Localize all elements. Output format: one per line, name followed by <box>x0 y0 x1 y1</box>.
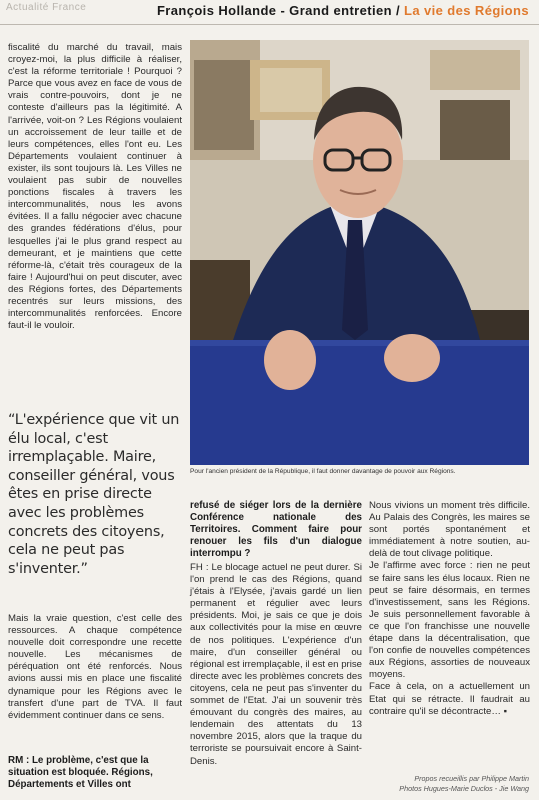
column-1-top <box>8 42 182 332</box>
portrait-photo <box>190 40 529 465</box>
body-text: fiscalité du marché du travail, mais croyez-moi, la plus difficile à réaliser, c'est la réforme territoriale ! Pourquoi ? Parce que vous avez en face de vous de vrais contre-pouvoirs, dont je ne conteste d'ailleurs pas la légitimité. A l'arrivée, voit-on ? Les Régions voulaient un accroissement de leur taille et de leurs compétences, elles l'ont eu. Les Départements voulaient continuer à exister, ils sont toujours là. Les Villes ne voulaient pas subir de nouvelles ponctions fiscales à travers les intercommunalités, nous les avons évitées. Il a fallu négocier avec chacune des grandes fédérations d'élus, pour lesquelles j'ai le plus grand respect au demeurant, et je maintiens que cette réforme-là, c'était très courageux de la faire ! Aujourd'hui on peut discuter, avec des Régions fortes, des Départements recentrés sur leurs missions, des intercommunalités renforcées. Encore faut-il le vouloir. <box>8 42 182 332</box>
page-header <box>0 0 539 24</box>
body-text: Je l'affirme avec force : rien ne peut se faire sans les élus locaux. Rien ne peut se faire désormais, en termes d'investissement, sans les Régions. Je suis personnellement favorable à ce que l'on franchisse une nouvelle étape dans la décentralisation, que l'on confie de nouvelles compétences aux Régions, assorties de nouveaux moyens. <box>369 560 530 681</box>
pull-quote: “L'expérience que vit un élu local, c'est irremplaçable. Maire, conseiller général, vous êtes en prise directe avec les problèmes concrets des citoyens, cela ne peut pas s'inventer.” <box>8 412 180 577</box>
interview-question-continued: refusé de siéger lors de la dernière Conférence nationale des Territoires. Comment faire pour renouer les fils d'un dialogue interrompu ? <box>190 500 362 559</box>
running-head <box>157 3 529 18</box>
column-3 <box>369 500 530 718</box>
answer-text: FH : Le blocage actuel ne peut durer. Si l'on prend le cas des Régions, quand j'étais à l'Elysée, j'avais gardé un lien permanent et régulier avec leurs présidents. Moi, je sais ce que je dois aux collectivités pour la mise en œuvre de nos politiques. L'expérience d'un maire, d'un conseiller général ou régional est irremplaçable, il est en prise directe avec les problèmes concrets des citoyens, cela ne peut pas s'inventer du sommet de l'Etat. J'ai un souvenir très émouvant du congrès des maires, au lendemain des attentats du 13 novembre 2015, alors que la traque du terroriste se poursuivait encore à Saint-Denis. <box>190 562 362 767</box>
running-head-section: La vie des Régions <box>404 3 529 18</box>
credit-photos: Photos Hugues-Marie Duclos - Jie Wang <box>399 784 529 793</box>
photo-caption: Pour l'ancien président de la République, il faut donner davantage de pouvoir aux Régions. <box>190 468 456 475</box>
credit-interviewer: Propos recueillis par Philippe Martin <box>414 774 529 783</box>
body-text: Mais la vraie question, c'est celle des ressources. A chaque compétence nouvelle doit correspondre une recette nouvelle. Les mécanismes de péréquation ont été renforcés. Nous avions aussi mis en place une fiscalité dynamique pour les Régions avec le transfert d'une part de TVA. Il faut évidemment continuer dans ce sens. <box>8 613 182 721</box>
body-text: Nous vivions un moment très difficile. Au Palais des Congrès, les maires se sont portés spontanément et immédiatement à notre soutien, au-delà de tout clivage politique. <box>369 500 530 560</box>
header-rule <box>0 24 539 25</box>
body-text: Face à cela, on a actuellement un Etat qui se rétracte. Il faudrait au contraire qu'il se décontracte… ▪ <box>369 681 530 717</box>
running-head-title: François Hollande - Grand entretien <box>156 3 392 18</box>
column-2 <box>190 500 362 768</box>
portrait-illustration <box>190 40 529 465</box>
column-1-bottom <box>8 613 182 722</box>
running-head-separator: / <box>391 3 405 18</box>
interview-question: RM : Le problème, c'est que la situation est bloquée. Régions, Départements et Villes ont <box>8 755 153 790</box>
header-ghost-text: Actualité France <box>6 2 87 13</box>
